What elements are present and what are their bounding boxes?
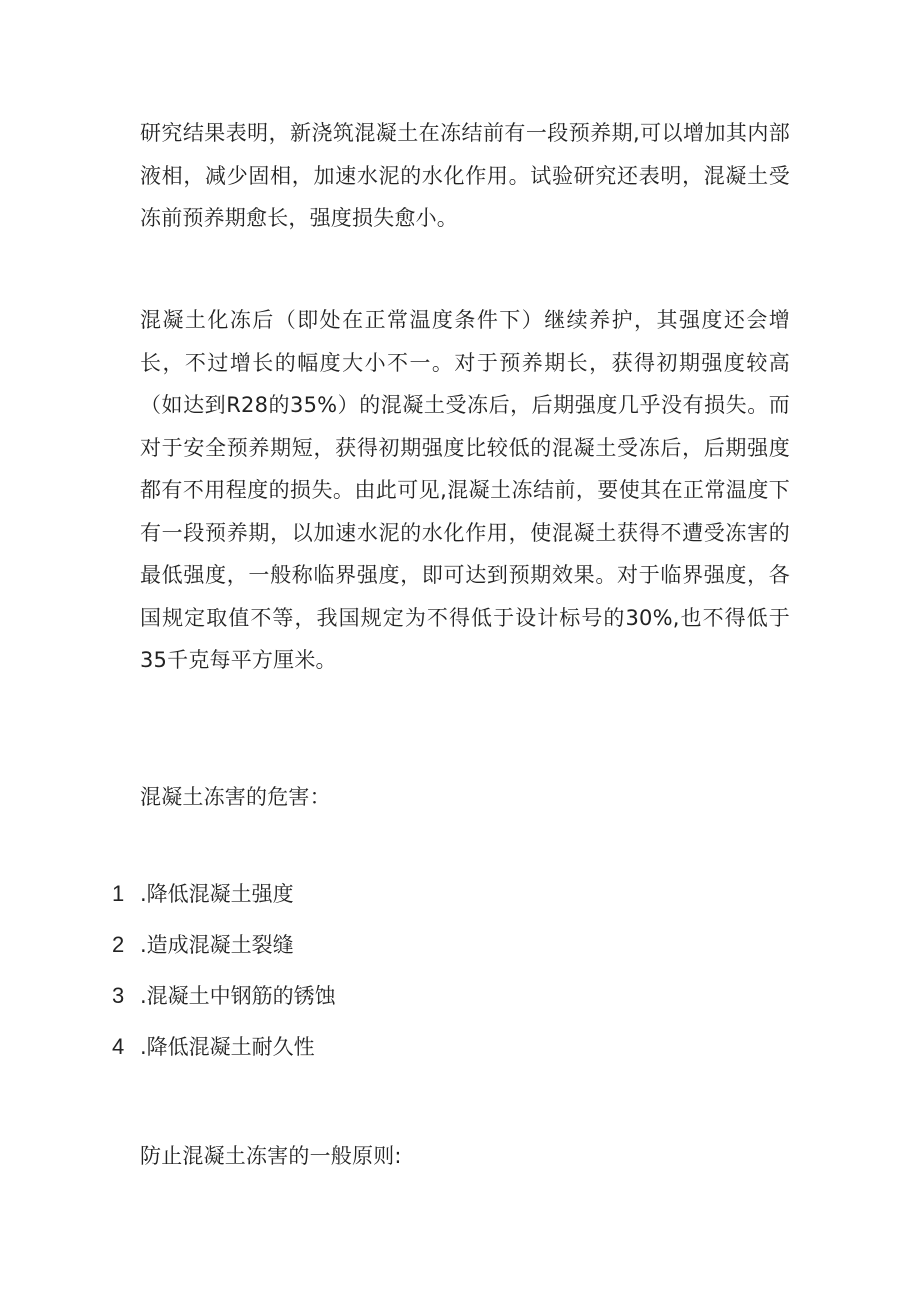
prevention-section-heading: 防止混凝土冻害的一般原则: — [140, 1144, 402, 1168]
list-item-number: 3 — [112, 983, 125, 1008]
list-item-text: .降低混凝土强度 — [140, 882, 294, 906]
paragraph-thawing-and-critical-strength: 混凝土化冻后（即处在正常温度条件下）继续养护，其强度还会增长，不过增长的幅度大小不一。对于预养期长，获得初期强度较高（如达到R28的35%）的混凝土受冻后，后期强度几乎没有损失。而对于安全预养期短，获得初期强度比较低的混凝土受冻后，后期强度都有不用程度的损失。由此可见,混凝土冻结前，要使其在正常温度下有一段预养期，以加速水泥的水化作用，使混凝土获得不遭受冻害的最低强度，一般称临界强度，即可达到预期效果。对于临界强度，各国规定取值不等，我国规定为不得低于设计标号的30%,也不得低于35千克每平方厘米。 — [140, 308, 790, 672]
list-item-text: .降低混凝土耐久性 — [140, 1035, 315, 1059]
list-item — [112, 873, 336, 924]
list-item-text: .造成混凝土裂缝 — [140, 933, 294, 957]
list-item — [112, 924, 336, 975]
list-item-text: .混凝土中钢筋的锈蚀 — [140, 984, 336, 1008]
harm-section-heading: 混凝土冻害的危害： — [140, 785, 331, 809]
list-item-number: 1 — [112, 881, 125, 906]
list-item-number: 2 — [112, 932, 125, 957]
harm-list — [112, 873, 336, 1077]
list-item-number: 4 — [112, 1034, 125, 1059]
paragraph-preconditioning-results: 研究结果表明，新浇筑混凝土在冻结前有一段预养期,可以增加其内部液相，减少固相，加速水泥的水化作用。试验研究还表明，混凝土受冻前预养期愈长，强度损失愈小。 — [140, 121, 790, 230]
list-item — [112, 975, 336, 1026]
list-item — [112, 1026, 336, 1077]
